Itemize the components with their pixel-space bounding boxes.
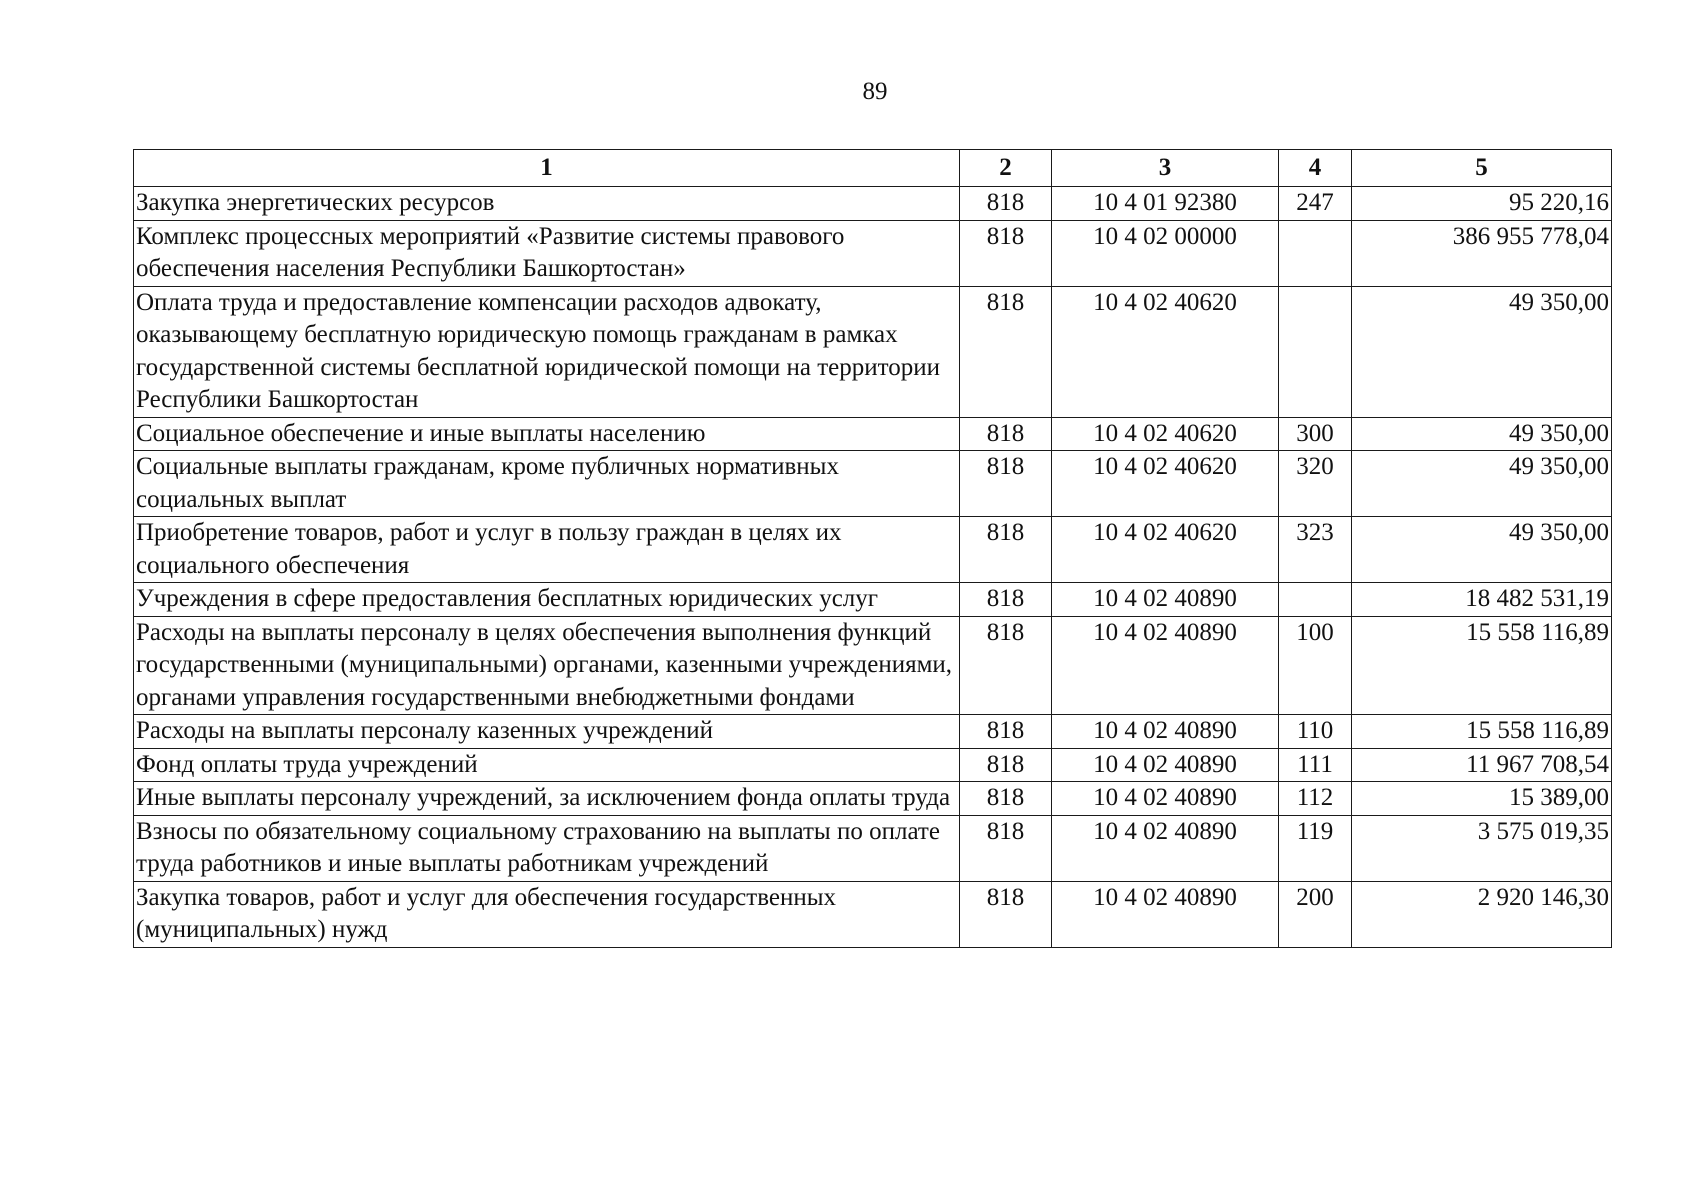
budget-table bbox=[133, 149, 1612, 948]
row-amount: 49 350,00 bbox=[1352, 517, 1612, 583]
row-ministry-code: 818 bbox=[960, 748, 1052, 782]
row-target-code: 10 4 02 40620 bbox=[1052, 286, 1279, 417]
table-row bbox=[134, 881, 1612, 947]
row-expense-type: 100 bbox=[1279, 616, 1352, 715]
row-name: Расходы на выплаты персоналу в целях обеспечения выполнения функций государственными (муниципальными) органами, казенными учреждениями, органами управления государственными внебюджетными фондами bbox=[134, 616, 960, 715]
row-ministry-code: 818 bbox=[960, 881, 1052, 947]
row-target-code: 10 4 02 40890 bbox=[1052, 815, 1279, 881]
row-amount: 18 482 531,19 bbox=[1352, 583, 1612, 617]
table-row bbox=[134, 715, 1612, 749]
page-number: 89 bbox=[862, 78, 888, 105]
row-target-code: 10 4 02 40890 bbox=[1052, 881, 1279, 947]
table-row bbox=[134, 286, 1612, 417]
row-ministry-code: 818 bbox=[960, 417, 1052, 451]
row-ministry-code: 818 bbox=[960, 286, 1052, 417]
table-row bbox=[134, 583, 1612, 617]
row-name: Фонд оплаты труда учреждений bbox=[134, 748, 960, 782]
row-ministry-code: 818 bbox=[960, 517, 1052, 583]
row-name: Расходы на выплаты персоналу казенных учреждений bbox=[134, 715, 960, 749]
row-name: Комплекс процессных мероприятий «Развитие системы правового обеспечения населения Республики Башкортостан» bbox=[134, 220, 960, 286]
row-amount: 11 967 708,54 bbox=[1352, 748, 1612, 782]
row-expense-type: 247 bbox=[1279, 187, 1352, 221]
row-expense-type: 320 bbox=[1279, 451, 1352, 517]
header-col-3: 3 bbox=[1052, 150, 1279, 187]
table-header-row bbox=[134, 150, 1612, 187]
row-name: Социальные выплаты гражданам, кроме публичных нормативных социальных выплат bbox=[134, 451, 960, 517]
row-amount: 49 350,00 bbox=[1352, 417, 1612, 451]
row-amount: 2 920 146,30 bbox=[1352, 881, 1612, 947]
row-target-code: 10 4 02 40620 bbox=[1052, 451, 1279, 517]
header-col-5: 5 bbox=[1352, 150, 1612, 187]
row-ministry-code: 818 bbox=[960, 782, 1052, 816]
row-name: Закупка энергетических ресурсов bbox=[134, 187, 960, 221]
row-target-code: 10 4 02 40890 bbox=[1052, 748, 1279, 782]
row-name: Оплата труда и предоставление компенсации расходов адвокату, оказывающему бесплатную юридическую помощь гражданам в рамках государственной системы бесплатной юридической помощи на территории Республики Башкортостан bbox=[134, 286, 960, 417]
header-col-4: 4 bbox=[1279, 150, 1352, 187]
row-ministry-code: 818 bbox=[960, 187, 1052, 221]
row-expense-type: 111 bbox=[1279, 748, 1352, 782]
row-target-code: 10 4 02 40890 bbox=[1052, 715, 1279, 749]
row-expense-type: 323 bbox=[1279, 517, 1352, 583]
row-name: Взносы по обязательному социальному страхованию на выплаты по оплате труда работников и иные выплаты работникам учреждений bbox=[134, 815, 960, 881]
row-name: Закупка товаров, работ и услуг для обеспечения государственных (муниципальных) нужд bbox=[134, 881, 960, 947]
row-amount: 15 558 116,89 bbox=[1352, 616, 1612, 715]
table-row bbox=[134, 220, 1612, 286]
row-name: Учреждения в сфере предоставления бесплатных юридических услуг bbox=[134, 583, 960, 617]
row-expense-type bbox=[1279, 220, 1352, 286]
table-row bbox=[134, 782, 1612, 816]
row-expense-type: 110 bbox=[1279, 715, 1352, 749]
row-ministry-code: 818 bbox=[960, 451, 1052, 517]
row-target-code: 10 4 02 40620 bbox=[1052, 517, 1279, 583]
table-row bbox=[134, 451, 1612, 517]
row-ministry-code: 818 bbox=[960, 616, 1052, 715]
row-amount: 15 389,00 bbox=[1352, 782, 1612, 816]
header-col-2: 2 bbox=[960, 150, 1052, 187]
row-ministry-code: 818 bbox=[960, 715, 1052, 749]
table-row bbox=[134, 748, 1612, 782]
row-amount: 3 575 019,35 bbox=[1352, 815, 1612, 881]
row-target-code: 10 4 02 40890 bbox=[1052, 583, 1279, 617]
header-col-1: 1 bbox=[134, 150, 960, 187]
row-expense-type: 119 bbox=[1279, 815, 1352, 881]
row-expense-type: 300 bbox=[1279, 417, 1352, 451]
row-amount: 49 350,00 bbox=[1352, 451, 1612, 517]
row-name: Приобретение товаров, работ и услуг в пользу граждан в целях их социального обеспечения bbox=[134, 517, 960, 583]
row-expense-type: 112 bbox=[1279, 782, 1352, 816]
table-body bbox=[134, 187, 1612, 948]
table-row bbox=[134, 517, 1612, 583]
table-row bbox=[134, 417, 1612, 451]
table-row bbox=[134, 616, 1612, 715]
row-amount: 95 220,16 bbox=[1352, 187, 1612, 221]
row-target-code: 10 4 02 00000 bbox=[1052, 220, 1279, 286]
table-row bbox=[134, 815, 1612, 881]
row-amount: 386 955 778,04 bbox=[1352, 220, 1612, 286]
row-target-code: 10 4 02 40890 bbox=[1052, 616, 1279, 715]
row-amount: 15 558 116,89 bbox=[1352, 715, 1612, 749]
row-name: Иные выплаты персоналу учреждений, за исключением фонда оплаты труда bbox=[134, 782, 960, 816]
row-target-code: 10 4 02 40890 bbox=[1052, 782, 1279, 816]
row-target-code: 10 4 02 40620 bbox=[1052, 417, 1279, 451]
row-expense-type: 200 bbox=[1279, 881, 1352, 947]
row-expense-type bbox=[1279, 583, 1352, 617]
row-ministry-code: 818 bbox=[960, 815, 1052, 881]
row-ministry-code: 818 bbox=[960, 583, 1052, 617]
row-amount: 49 350,00 bbox=[1352, 286, 1612, 417]
row-expense-type bbox=[1279, 286, 1352, 417]
row-target-code: 10 4 01 92380 bbox=[1052, 187, 1279, 221]
row-name: Социальное обеспечение и иные выплаты населению bbox=[134, 417, 960, 451]
table-row bbox=[134, 187, 1612, 221]
row-ministry-code: 818 bbox=[960, 220, 1052, 286]
